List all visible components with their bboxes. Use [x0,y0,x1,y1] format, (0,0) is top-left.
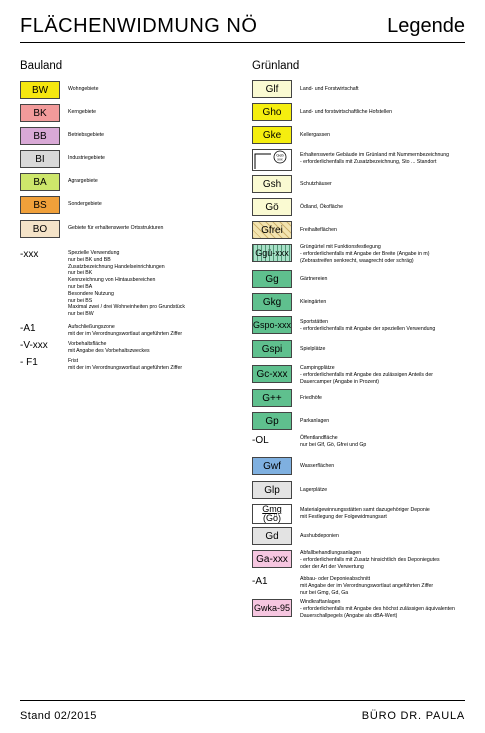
gruenland-gc-xxx-swatch [252,365,292,383]
bauland-bo-description [68,225,263,232]
description-line: Gebiete für erhaltenswerte Ortsstrukturen [68,225,164,231]
description-line: Friedhöfe [300,395,322,401]
gruenland-gg-description [300,276,485,283]
swatch-code: Gwka-95 [253,603,290,613]
gruenland-gho-description [300,109,485,116]
gruenland-glp-description [300,487,485,494]
gruenland-gwf-swatch [252,457,292,475]
description-line: Campingplätze [300,365,335,371]
swatch-code: Gc-xxx [256,368,288,380]
bauland-bi-description [68,155,263,162]
swatch-code: BK [33,107,47,119]
description-line: Land- und forstwirtschaftliche Hofstellen [300,109,392,115]
gruenland-glf-swatch [252,80,292,98]
bauland-bs-swatch [20,196,60,214]
swatch-code-secondary: (Gö) [263,513,281,523]
gruenland-a1-description [300,576,485,596]
description-line: nur bei BA [68,283,93,290]
swatch-code: G++ [262,392,282,404]
description-line: Frist [68,358,79,364]
gruenland-a1-code: -A1 [252,576,268,587]
suffix-a1-code: -A1 [20,323,36,334]
gruenland-gkg-description [300,299,485,306]
gruenland-geb-description [300,152,485,166]
description-line: - erforderlichenfalls mit Zusatz hinsichtlich des Deponiegutes [300,556,440,563]
description-line: Kellergassen [300,132,330,138]
suffix-v-xxx-description [68,341,263,355]
description-line: nur bei BK [68,270,93,277]
description-line: Schutzhäuser [300,181,332,187]
gruenland-gke-description [300,132,485,139]
description-line: Freihalteflächen [300,227,337,233]
description-line: Dauerschallpegels (Angabe als dBA-Wert) [300,612,398,619]
suffix-a1-description [68,324,263,338]
suffix-f1-description [68,358,263,372]
swatch-code: Gwf [263,460,281,472]
legend-heading: Legende [387,15,465,37]
gruenland-gho-swatch [252,103,292,121]
bauland-bs-description [68,201,263,208]
description-line: nur bei Gmg, Gd, Ga [300,589,349,596]
swatch-code: Ga-xxx [256,553,288,565]
gruenland-gspo-xxx-description [300,319,485,333]
description-line: mit der im Verordnungswortlaut angeführten Ziffer [68,330,183,337]
gruenland-gp-swatch [252,412,292,430]
gruenland-gg-xxx-swatch [252,244,292,262]
swatch-code: Gö [265,201,279,213]
swatch-code: BW [31,84,49,96]
description-line: Industriegebiete [68,155,105,161]
swatch-code: Gspi [261,343,283,355]
swatch-code: BB [33,130,47,142]
description-line: oder der Art der Verwertung [300,563,364,570]
bauland-bb-swatch [20,127,60,145]
description-line: Zusatzbezeichnung Handelseinrichtungen [68,263,165,270]
symbol-sub-label: xxx [277,157,283,162]
gruenland-gg-xxx-description [300,244,485,264]
suffix-xxx-code: -xxx [20,249,39,260]
gruenland-gwka-95-swatch [252,599,292,617]
description-line: Besondere Nutzung [68,290,114,297]
bauland-bo-swatch [20,220,60,238]
description-line: Spezielle Verwendung [68,250,120,256]
description-line: Lagerplätze [300,487,328,493]
gruenland-ol-code: -OL [252,435,269,446]
gruenland-gp-description [300,418,485,425]
footer-date: Stand 02/2015 [20,710,97,722]
description-line: Gärtnereien [300,276,328,282]
bauland-bw-description [68,86,263,93]
description-line: Materialgewinnungsstätten samt dazugehöriger Deponie [300,507,430,513]
page-title: FLÄCHENWIDMUNG NÖ [20,15,258,37]
description-line: Land- und Forstwirtschaft [300,86,359,92]
description-line: - erforderlichenfalls mit Angabe der Breite (Angabe in m) [300,250,430,257]
description-line: Kennzeichnung von Hintausbereichen [68,277,156,284]
gruenland-ga-xxx-description [300,550,485,570]
description-line: mit der im Verordnungswortlaut angeführten Ziffer [68,364,183,371]
symbol-label: Geb [276,152,284,158]
suffix-f1-code: - F1 [20,357,38,368]
gruenland-gfrei-description [300,227,485,234]
gruenland-gc-xxx-description [300,365,485,385]
swatch-code: Gd [265,530,279,542]
gruenland-gmg-description [300,507,485,521]
description-line: Windkraftanlagen [300,599,341,605]
swatch-code: Gkg [262,296,282,308]
gruenland-gmg-swatch [252,504,292,524]
bauland-heading: Bauland [20,60,63,72]
swatch-code: Glf [265,83,279,95]
description-line: Abbau- oder Deponieabschnitt [300,576,371,582]
header-rule [20,42,465,43]
swatch-code: BA [33,176,47,188]
description-line: nur bei BS [68,297,93,304]
swatch-code: Gho [262,106,282,118]
description-line: Betriebsgebiete [68,132,105,138]
description-line: mit Angabe der im Verordnungswortlaut angeführten Ziffer [300,582,434,589]
swatch-code: Ggü-xxx [255,248,289,258]
bauland-bw-swatch [20,81,60,99]
description-line: mit Angabe des Vorbehaltszweckes [68,347,150,354]
bauland-ba-description [68,178,263,185]
bauland-bk-swatch [20,104,60,122]
swatch-code: BO [32,223,48,235]
gruenland-heading: Grünland [252,60,300,72]
suffix-v-xxx-code: -V-xxx [20,340,48,351]
gruenland-gsh-description [300,181,485,188]
gruenland-gd-description [300,533,485,540]
description-line: Öffentlandfläche [300,435,338,441]
swatch-code: Gke [262,129,282,141]
gruenland-gkg-swatch [252,293,292,311]
gruenland-geb-swatch [252,149,292,171]
description-line: Agrargebiete [68,178,98,184]
swatch-code: BI [35,153,45,165]
swatch-code: Gg [265,273,279,285]
gruenland-gwka-95-description [300,599,485,619]
description-line: - erforderlichenfalls mit Zusatzbezeichnung, Sto ... Standort [300,158,437,165]
description-line: Kerngebiete [68,109,96,115]
description-line: nur bei BW [68,311,94,318]
description-line: nur bei BK und BB [68,256,111,263]
gruenland-gwf-description [300,463,485,470]
description-line: Sondergebiete [68,201,102,207]
bauland-bi-swatch [20,150,60,168]
swatch-code: Gp [265,415,279,427]
description-line: Erhaltenswerte Gebäude im Grünland mit Nummernbezeichnung [300,152,450,158]
gruenland-gfrei-swatch [252,221,292,239]
gruenland-gsh-swatch [252,175,292,193]
description-line: - erforderlichenfalls mit Angabe des zulässigen Anteils der [300,371,433,378]
swatch-code: Gsh [262,178,282,190]
gruenland-gspi-description [300,346,485,353]
gruenland-g-swatch [252,198,292,216]
description-line: Spielplätze [300,346,326,352]
footer-office: BÜRO DR. PAULA [361,710,465,722]
gruenland-gspi-swatch [252,340,292,358]
gruenland-g-swatch [252,389,292,407]
gruenland-glf-description [300,86,485,93]
description-line: - erforderlichenfalls mit Angabe der speziellen Verwendung [300,325,436,332]
description-line: Wasserflächen [300,463,335,469]
description-line: Vorbehaltsfläche [68,341,107,347]
gruenland-gg-swatch [252,270,292,288]
description-line: Sportstätten [300,319,328,325]
gruenland-ga-xxx-swatch [252,550,292,568]
gruenland-gspo-xxx-swatch [252,316,292,334]
description-line: Dauercamper (Angabe in Prozent) [300,378,380,385]
swatch-code: Gfrei [261,224,283,236]
bauland-bb-description [68,132,263,139]
description-line: Grüngürtel mit Funktionsfestlegung [300,244,381,250]
description-line: Parkanlagen [300,418,330,424]
bauland-bk-description [68,109,263,116]
gruenland-glp-swatch [252,481,292,499]
description-line: Wohngebiete [68,86,99,92]
swatch-code: Glp [264,484,280,496]
description-line: Kleingärten [300,299,327,305]
gruenland-g-description [300,395,485,402]
swatch-code: Gspo-xxx [253,320,292,330]
description-line: mit Festlegung der Folgewidmungsart [300,513,387,520]
description-line: Maximal zwei / drei Wohneinheiten pro Grundstück [68,304,185,311]
description-line: Aufschließungszone [68,324,115,330]
gruenland-ol-description [300,435,485,449]
gruenland-g-description [300,204,485,211]
gruenland-gd-swatch [252,527,292,545]
swatch-code: BS [33,199,47,211]
description-line: Abfallbehandlungsanlagen [300,550,362,556]
description-line: nur bei Glf, Gö, Gfrei und Gp [300,441,367,448]
description-line: Aushubdeponien [300,533,339,539]
suffix-xxx-description [68,250,263,318]
description-line: (Zebrastreifen senkrecht, waagrecht oder schräg) [300,257,414,264]
bauland-ba-swatch [20,173,60,191]
description-line: - erforderlichenfalls mit Angabe des höchst zulässigen äquivalenten [300,605,455,612]
swatch-code: Gmg [262,504,282,514]
description-line: Ödland, Ökofläche [300,204,343,210]
footer-rule [20,700,465,701]
building-symbol-icon [253,150,291,170]
gruenland-gke-swatch [252,126,292,144]
